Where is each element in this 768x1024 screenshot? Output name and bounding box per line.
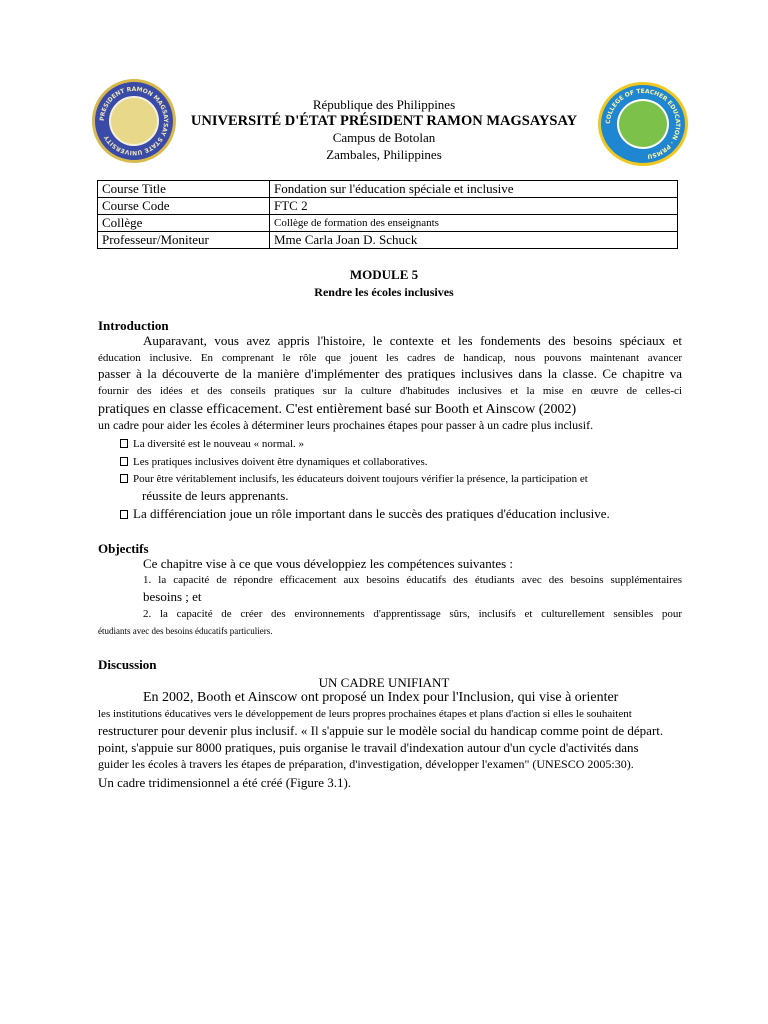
table-row	[98, 215, 678, 232]
header-campus: Campus de Botolan	[332, 130, 436, 145]
header-country: République des Philippines	[312, 97, 456, 112]
discussion-line: restructurer pour devenir plus inclusif. « Il s'appuie sur le modèle social du handicap comme point de départ.	[98, 723, 664, 738]
discussion-heading: Discussion	[98, 657, 157, 672]
bullet-item	[120, 506, 610, 521]
bullet-item	[120, 437, 304, 452]
checkbox-bullet-icon	[120, 439, 128, 448]
bullet-text: Pour être véritablement inclusifs, les éducateurs doivent toujours vérifier la présence, la participation et	[133, 473, 588, 485]
intro-line: Auparavant, vous avez appris l'histoire, le contexte et les fondements des besoins spéciaux et	[143, 333, 682, 348]
discussion-subheading: UN CADRE UNIFIANT	[318, 675, 450, 690]
discussion-line: Un cadre tridimensionnel a été créé (Figure 3.1).	[98, 775, 352, 790]
svg-text:COLLEGE OF TEACHER EDUCATION ·: COLLEGE OF TEACHER EDUCATION · PRMSU	[604, 87, 682, 160]
objectifs-line: 2. la capacité de créer des environnements d'apprentissage sûrs, inclusifs et culturellement sensibles pour	[143, 608, 682, 620]
checkbox-bullet-icon	[120, 474, 128, 483]
objectifs-heading: Objectifs	[98, 541, 149, 556]
course-title-value: Fondation sur l'éducation spéciale et inclusive	[270, 181, 678, 198]
discussion-line: les institutions éducatives vers le développement de leurs propres prochaines étapes et plans d'action si elles le souhaitent	[98, 708, 632, 720]
intro-line: pratiques en classe efficacement. C'est entièrement basé sur Booth et Ainscow (2002)	[98, 402, 577, 417]
bullet-text: Les pratiques inclusives doivent être dynamiques et collaboratives.	[133, 456, 428, 468]
intro-line: fournir des idées et des conseils pratiques sur la culture d'habitudes inclusives et la mise en œuvre de celles-ci	[98, 385, 682, 397]
course-code-key: Course Code	[98, 198, 270, 215]
introduction-heading: Introduction	[98, 318, 169, 333]
bullet-continuation: réussite de leurs apprenants.	[142, 488, 289, 503]
intro-line: passer à la découverte de la manière d'implémenter des pratiques inclusives dans la classe. Ce chapitre va	[98, 366, 682, 381]
instructor-value: Mme Carla Joan D. Schuck	[270, 232, 678, 249]
objectifs-line: 1. la capacité de répondre efficacement aux besoins éducatifs des étudiants avec des besoins supplémentaires	[143, 574, 682, 586]
objectifs-line: Ce chapitre vise à ce que vous développiez les compétences suivantes :	[143, 556, 514, 571]
course-title-key: Course Title	[98, 181, 270, 198]
intro-line: un cadre pour aider les écoles à déterminer leurs prochaines étapes pour passer à un cadre plus inclusif.	[98, 418, 594, 432]
college-value: Collège de formation des enseignants	[270, 215, 678, 232]
bullet-item	[120, 455, 427, 470]
checkbox-bullet-icon	[120, 510, 128, 519]
discussion-line: En 2002, Booth et Ainscow ont proposé un Index pour l'Inclusion, qui vise à orienter	[143, 690, 619, 705]
bullet-text: La diversité est le nouveau « normal. »	[133, 438, 305, 450]
table-row	[98, 232, 678, 249]
header-location: Zambales, Philippines	[326, 147, 442, 162]
svg-text:PRESIDENT RAMON MAGSAYSAY STAT: PRESIDENT RAMON MAGSAYSAY STATE UNIVERSITY	[98, 85, 170, 157]
objectifs-line: besoins ; et	[143, 589, 202, 604]
table-row	[98, 181, 678, 198]
bullet-text: La différenciation joue un rôle important dans le succès des pratiques d'éducation inclusive.	[133, 506, 610, 521]
instructor-key: Professeur/Moniteur	[98, 232, 270, 249]
module-subtitle: Rendre les écoles inclusives	[314, 285, 454, 299]
course-info-table	[97, 180, 678, 249]
college-key: Collège	[98, 215, 270, 232]
course-code-value: FTC 2	[270, 198, 678, 215]
discussion-line: point, s'appuie sur 8000 pratiques, puis organise le travail d'indexation autour d'un cycle d'activités dans	[98, 740, 639, 755]
checkbox-bullet-icon	[120, 457, 128, 466]
bullet-item	[120, 472, 588, 487]
objectifs-line: étudiants avec des besoins éducatifs particuliers.	[98, 626, 273, 636]
header-university: UNIVERSITÉ D'ÉTAT PRÉSIDENT RAMON MAGSAYSAY	[190, 113, 578, 129]
table-row	[98, 198, 678, 215]
discussion-line: guider les écoles à travers les étapes de préparation, d'investigation, développer l'examen" (UNESCO 2005:30).	[98, 757, 634, 771]
intro-line: éducation inclusive. En comprenant le rôle que jouent les cadres de handicap, nous pouvons maintenant avancer	[98, 352, 682, 364]
module-title: MODULE 5	[349, 267, 419, 282]
